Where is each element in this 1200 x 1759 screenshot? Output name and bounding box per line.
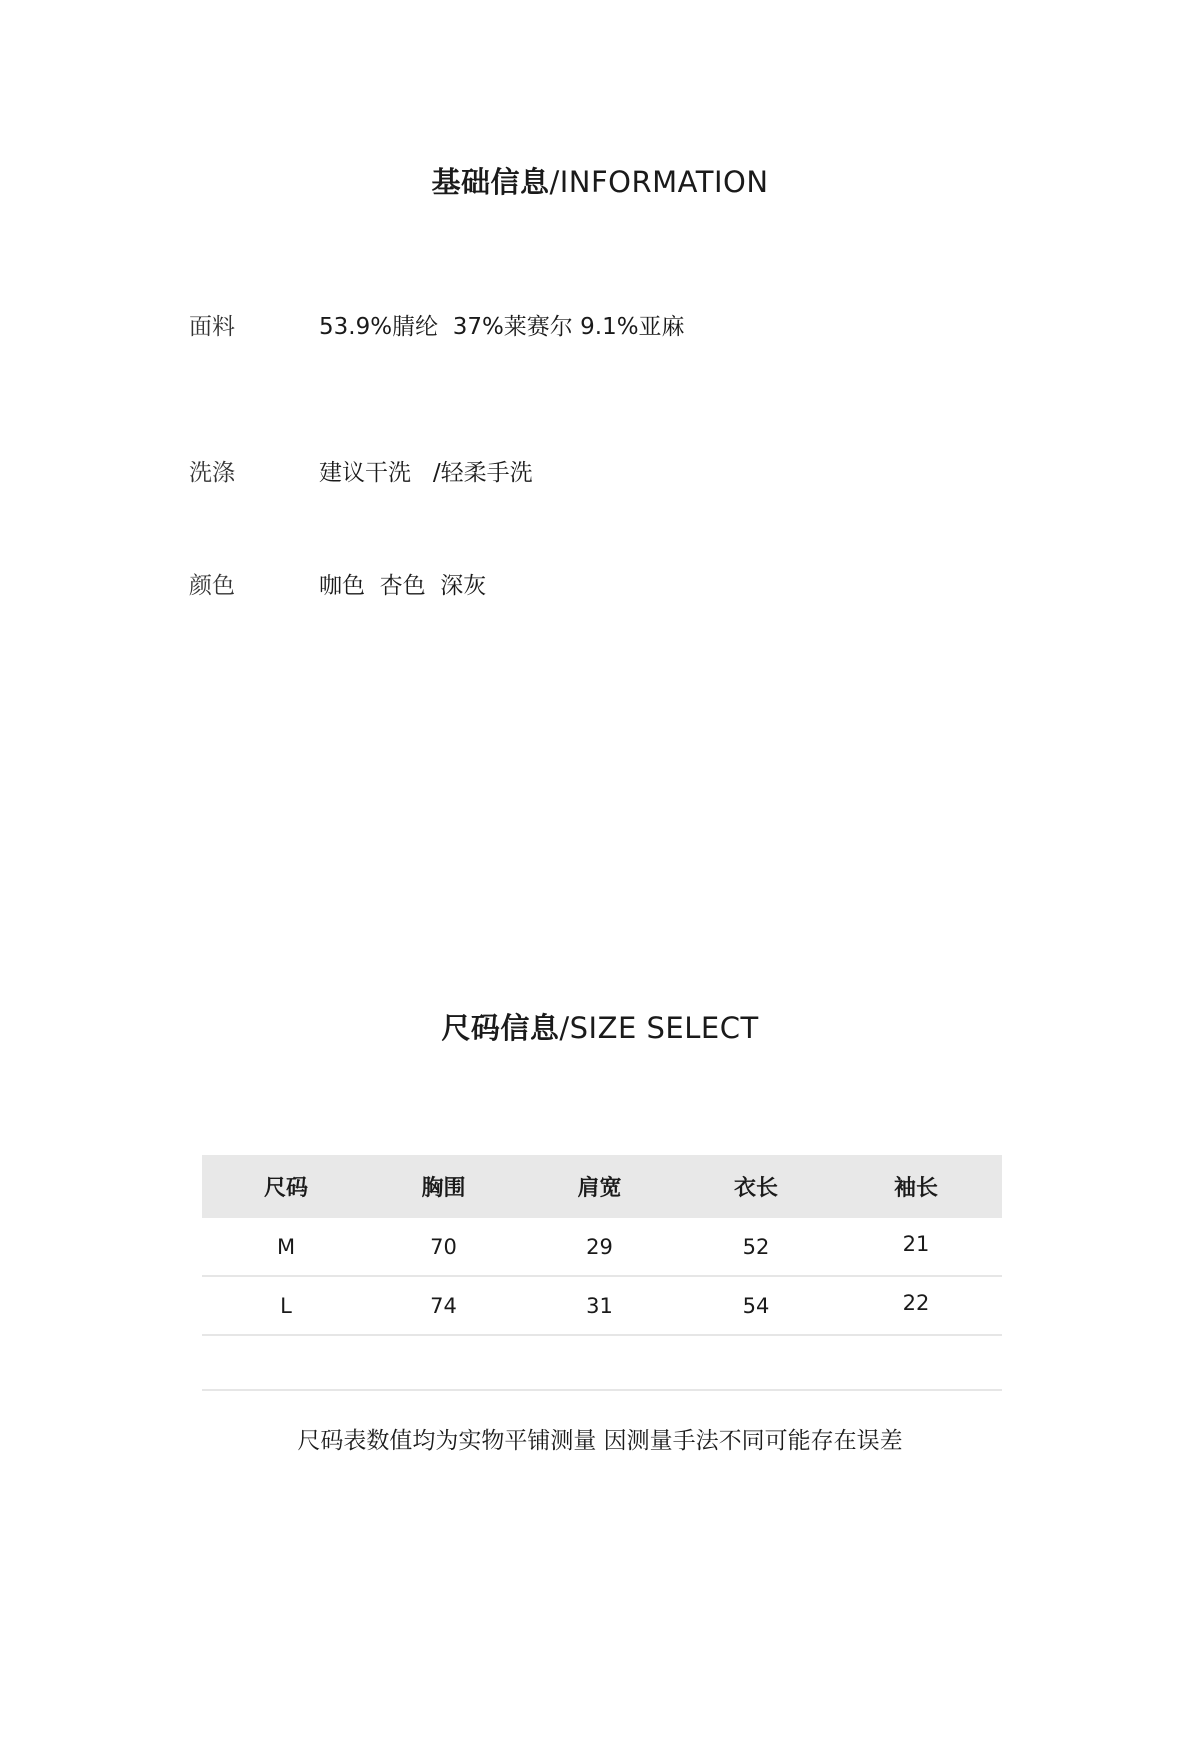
info-value-fabric: 53.9%腈纶 37%莱赛尔 9.1%亚麻 <box>319 314 685 340</box>
size-title <box>0 1006 1200 1047</box>
size-title-en: SIZE SELECT <box>569 1011 759 1045</box>
table-row <box>202 1218 1002 1277</box>
cell-sleeve: 22 <box>902 1290 930 1315</box>
cell-length: 54 <box>742 1293 770 1318</box>
header-sleeve: 袖长 <box>893 1176 938 1201</box>
table-row <box>202 1277 1002 1336</box>
size-title-separator: / <box>559 1011 570 1045</box>
size-note: 尺码表数值均为实物平铺测量 因测量手法不同可能存在误差 <box>297 1428 903 1454</box>
cell-size: M <box>276 1234 296 1259</box>
info-value-color: 咖色 杏色 深灰 <box>319 573 487 599</box>
information-title-separator: / <box>549 165 560 199</box>
info-value-washing: 建议干洗 /轻柔手洗 <box>319 460 533 486</box>
size-table <box>202 1155 1002 1336</box>
cell-size: L <box>280 1293 292 1318</box>
info-row-washing <box>189 455 1089 491</box>
info-label-washing: 洗涤 <box>189 460 235 486</box>
cell-shoulder: 31 <box>586 1293 613 1318</box>
info-label-fabric: 面料 <box>189 314 235 340</box>
information-title-en: INFORMATION <box>559 165 769 199</box>
header-chest: 胸围 <box>421 1176 466 1201</box>
header-length: 衣长 <box>733 1176 778 1201</box>
information-title-zh: 基础信息 <box>431 165 550 199</box>
header-size: 尺码 <box>263 1176 308 1201</box>
cell-shoulder: 29 <box>586 1234 613 1259</box>
cell-length: 52 <box>742 1234 770 1259</box>
info-row-fabric <box>189 309 1089 345</box>
cell-chest: 70 <box>430 1234 457 1259</box>
table-bottom-divider <box>202 1389 1002 1391</box>
size-title-zh: 尺码信息 <box>441 1011 560 1045</box>
size-table-header <box>202 1155 1002 1218</box>
information-title <box>0 160 1200 201</box>
cell-sleeve: 21 <box>902 1231 930 1256</box>
info-row-color <box>189 568 1089 604</box>
info-label-color: 颜色 <box>189 573 235 599</box>
header-shoulder: 肩宽 <box>577 1176 622 1201</box>
cell-chest: 74 <box>430 1293 457 1318</box>
